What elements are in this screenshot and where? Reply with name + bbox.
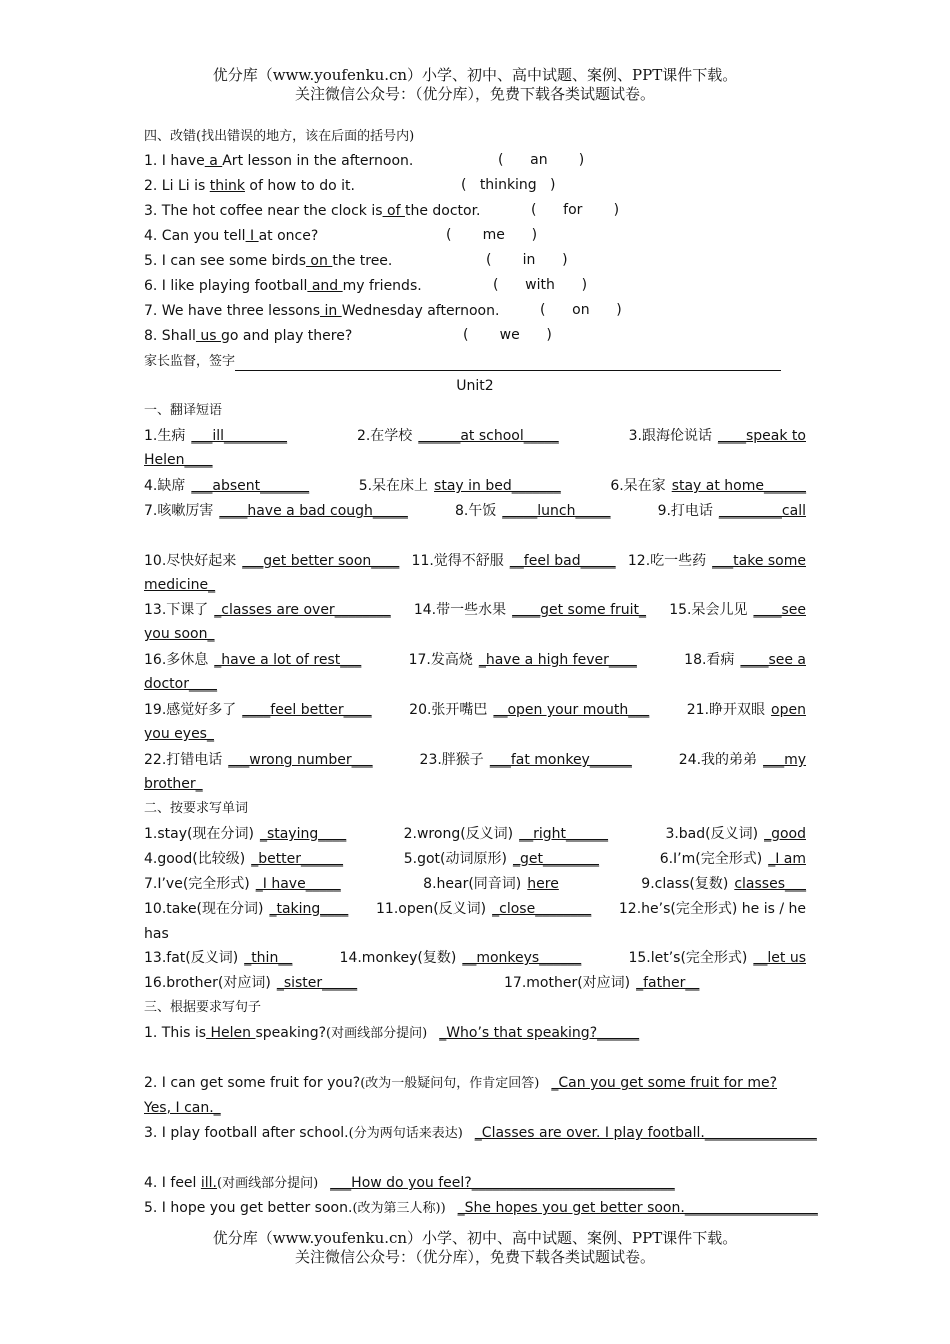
phrase-answer[interactable]: _I am [768,851,806,867]
phrase-label: 20.张开嘴巴 [409,702,488,718]
phrase-row [144,850,806,868]
continuation-line[interactable]: brother_ [144,776,203,792]
phrase-pair [420,751,632,769]
phrase-pair [357,427,559,445]
phrase-row [144,949,806,967]
correction-item [144,302,499,320]
phrase-label: 17.发高烧 [408,652,473,668]
phrase-answer[interactable]: ____see a [740,652,806,668]
item-text-a: 3. The hot coffee near the clock is [144,203,383,219]
s3-title: 三、根据要求写句子 [144,1000,262,1015]
phrase-answer[interactable]: _I have_____ [255,876,341,892]
phrase-label: 14.带一些水果 [413,602,507,618]
phrase-answer[interactable]: ___fat monkey______ [489,752,632,768]
phrase-pair [665,825,806,843]
phrase-label: 16.多休息 [144,652,209,668]
phrase-pair [409,651,637,669]
sentence-text-b: speaking? [255,1025,327,1041]
phrase-answer[interactable]: stay at home______ [671,478,806,494]
sentence-row [144,1199,818,1218]
sentence-instruction: (分为两句话来表达) [348,1126,463,1141]
phrase-label: 7.咳嗽厉害 [144,503,214,519]
sentence-text: 1. This is [144,1025,207,1041]
phrase-answer[interactable]: ____see [753,602,806,618]
phrase-pair [679,751,806,769]
phrase-row [144,974,806,992]
phrase-label: 8.hear(同音词) [423,876,522,892]
phrase-answer[interactable]: _good [764,826,806,842]
item-error-underlined: think [209,178,245,194]
phrase-answer[interactable]: here [527,876,559,892]
phrase-answer[interactable]: __let us [753,950,806,966]
header-line-2: 关注微信公众号：（优分库），免费下载各类试题试卷。 [294,85,655,103]
correction-answer[interactable]: ( on ) [540,302,622,318]
phrase-answer[interactable]: ____speak to [718,428,806,444]
phrase-row [144,900,806,918]
item-text-a: 2. Li Li is [144,178,210,194]
phrase-label: 13.下课了 [144,602,209,618]
item-text-b: the doctor. [404,203,481,219]
sentence-answer[interactable]: ___How do you feel?_____________________________ [330,1175,675,1191]
sentence-answer[interactable]: _Can you get some fruit for me? [551,1075,778,1091]
phrase-pair [144,751,373,769]
phrase-pair [144,825,346,843]
phrase-pair [414,601,646,619]
phrase-answer[interactable]: _close________ [492,901,592,917]
phrase-label: 3.bad(反义词) [665,826,759,842]
phrase-label: 24.我的弟弟 [678,752,758,768]
phrase-pair [610,477,806,495]
phrase-answer[interactable]: classes___ [734,876,806,892]
phrase-pair [144,552,399,570]
unit-title: Unit2 [456,378,494,394]
signature-line [144,352,781,371]
part4-title: 四、改错(找出错误的地方，该在后面的括号内) [144,129,415,144]
sentence-instruction: (改为一般疑问句，作肯定回答) [360,1076,540,1091]
correction-item [144,227,318,245]
phrase-pair [628,552,806,570]
sentence-answer[interactable]: _She hopes you get better soon.___________________ [457,1200,818,1216]
phrase-pair [359,477,561,495]
correction-item [144,177,355,195]
phrase-answer[interactable]: open [771,702,806,718]
phrase-pair [144,975,357,991]
sentence-text: 2. I can get some fruit for you? [144,1075,361,1091]
phrase-answer[interactable]: _taking____ [269,901,349,917]
phrase-pair [504,974,699,992]
signature-blank[interactable] [235,356,781,371]
phrase-answer[interactable]: _get________ [512,851,599,867]
phrase-answer[interactable]: ___take some [712,553,806,569]
phrase-answer[interactable]: ___absent_______ [191,478,310,494]
sentence-text: 4. I feel [144,1175,201,1191]
phrase-label: 5.got(动词原形) [403,851,507,867]
item-error-underlined: I [245,228,259,244]
correction-answer[interactable]: ( me ) [446,227,538,243]
phrase-pair [144,875,341,893]
item-text-a: 4. Can you tell [144,228,246,244]
sentence-row [144,1024,639,1043]
phrase-pair [340,949,582,967]
sentence-row [144,1074,777,1093]
phrase-row [144,875,806,893]
phrase-answer[interactable]: _thin__ [244,950,293,966]
correction-answer[interactable]: ( we ) [463,327,552,343]
phrase-row [144,477,806,495]
phrase-label: 13.fat(反义词) [144,950,239,966]
correction-item [144,252,392,270]
correction-answer[interactable]: ( an ) [498,152,585,168]
phrase-row [144,651,806,669]
phrase-pair [455,502,611,520]
correction-item [144,202,481,220]
phrase-label: 18.看病 [684,652,735,668]
sentence-instruction: (改为第三人称)) [352,1201,446,1216]
phrase-pair [376,900,591,918]
item-text-a: 1. I have [144,153,205,169]
phrase-label: 15.呆会儿见 [669,602,748,618]
phrase-pair [144,427,287,445]
sentence-answer[interactable]: _Classes are over. I play football.________________ [474,1125,817,1141]
item-text-b: at once? [258,228,319,244]
phrase-answer[interactable]: stay in bed_______ [434,478,561,494]
item-text-a: 5. I can see some birds [144,253,306,269]
phrase-pair [423,875,559,893]
phrase-label: 10.take(现在分词) [144,901,264,917]
phrase-answer[interactable]: ____get some fruit_ [512,602,647,618]
sentence-underlined: ill. [200,1175,218,1191]
sentence-text: 5. I hope you get better soon. [144,1200,353,1216]
phrase-pair [619,900,806,918]
phrase-answer[interactable]: ____feel better____ [242,702,372,718]
phrase-answer[interactable]: _better______ [251,851,344,867]
phrase-pair [144,601,391,619]
item-text-b: the tree. [332,253,393,269]
item-text-b: my friends. [342,278,422,294]
item-error-underlined: us [195,328,222,344]
item-text-b: go and play there? [221,328,353,344]
s2-title: 二、按要求写单词 [144,801,249,816]
phrase-answer[interactable]: _sister_____ [276,975,358,991]
phrase-answer[interactable]: ____have a bad cough_____ [219,503,408,519]
sentence-row [144,1174,675,1193]
phrase-label: 17.mother(对应词) [504,975,631,991]
phrase-pair [629,427,806,445]
correction-item [144,152,413,170]
item-text-a: 7. We have three lessons [144,303,321,319]
sentence-row [144,1124,817,1143]
phrase-pair [660,850,806,868]
phrase-row [144,701,806,719]
item-error-underlined: and [307,278,343,294]
phrase-answer[interactable]: ___get better soon____ [242,553,400,569]
phrase-answer[interactable]: ___my [763,752,806,768]
sentence-instruction: (对画线部分提问) [326,1026,428,1041]
phrase-label: 7.I’ve(完全形式) [144,876,250,892]
sentence-text: 3. I play football after school. [144,1125,349,1141]
phrase-label: 1.生病 [144,428,186,444]
phrase-pair [404,825,608,843]
phrase-label: 23.胖猴子 [419,752,484,768]
phrase-pair [144,477,309,495]
signature-label: 家长监督，签字 [144,354,236,369]
phrase-pair [144,850,343,868]
correction-item [144,277,422,295]
sentence-underlined: Helen [206,1025,256,1041]
phrase-label: 22.打错电话 [144,752,223,768]
item-error-underlined: a [204,153,223,169]
phrase-answer[interactable]: __open your mouth___ [493,702,650,718]
phrase-answer[interactable]: __right______ [519,826,609,842]
phrase-label: 10.尽快好起来 [144,553,237,569]
phrase-answer[interactable]: __monkeys______ [462,950,582,966]
item-text-b: Art lesson in the afternoon. [222,153,414,169]
phrase-label: 2.在学校 [356,428,413,444]
phrase-row [144,751,806,769]
phrase-pair [628,949,806,967]
phrase-label: 1.stay(现在分词) [144,826,254,842]
continuation-line[interactable]: you soon_ [144,626,215,642]
phrase-label: 5.呆在床上 [358,478,429,494]
sentence-answer[interactable]: _Who’s that speaking?______ [439,1025,640,1041]
phrase-label: 2.wrong(反义词) [403,826,514,842]
phrase-answer[interactable]: ___ill_________ [191,428,288,444]
phrase-label: 21.睁开双眼 [686,702,766,718]
phrase-row [144,825,806,843]
phrase-answer[interactable]: _father__ [636,975,700,991]
continuation-line: has [144,926,169,942]
phrase-answer[interactable]: _________call [718,503,806,519]
continuation-line[interactable]: medicine_ [144,577,216,593]
item-error-underlined: on [305,253,333,269]
phrase-answer[interactable]: _classes are over________ [214,602,391,618]
phrase-row [144,552,806,570]
phrase-row [144,601,806,619]
phrase-pair [669,601,806,619]
continuation-line[interactable]: Yes, I can._ [144,1100,221,1116]
phrase-answer[interactable]: __feel bad_____ [509,553,616,569]
phrase-pair [409,701,649,719]
phrase-label: 12.吃一些药 [627,553,707,569]
phrase-pair [144,949,292,967]
continuation-line[interactable]: doctor____ [144,676,217,692]
item-text-a: 6. I like playing football [144,278,308,294]
phrase-pair [144,502,408,520]
phrase-pair [144,651,361,669]
phrase-pair [684,651,806,669]
phrase-answer[interactable]: ___wrong number___ [228,752,373,768]
continuation-line[interactable]: Helen____ [144,452,213,468]
correction-answer[interactable]: ( in ) [486,252,568,268]
footer-line-2: 关注微信公众号：（优分库），免费下载各类试题试卷。 [294,1248,655,1266]
phrase-label: 4.good(比较级) [144,851,246,867]
phrase-answer[interactable]: _____lunch_____ [502,503,611,519]
item-text-b: of how to do it. [244,178,355,194]
item-error-underlined: in [320,303,342,319]
phrase-pair [641,875,806,893]
continuation-line[interactable]: you eyes_ [144,726,214,742]
phrase-pair [412,552,616,570]
phrase-pair [404,850,599,868]
phrase-label: 11.open(反义词) [376,901,487,917]
phrase-label: 14.monkey(复数) [339,950,457,966]
phrase-row [144,502,806,520]
phrase-label: 12.he’s(完全形式) he is / he [618,901,806,917]
phrase-answer[interactable]: _have a high fever____ [478,652,637,668]
phrase-label: 3.跟海伦说话 [628,428,712,444]
phrase-answer[interactable]: _have a lot of rest___ [214,652,362,668]
phrase-label: 8.午饭 [454,503,497,519]
footer-line-1: 优分库（www.youfenku.cn）小学、初中、高中试题、案例、PPT课件下载。 [212,1229,738,1247]
phrase-label: 9.class(复数) [641,876,729,892]
phrase-label: 6.I’m(完全形式) [659,851,763,867]
phrase-answer[interactable]: ______at school_____ [418,428,559,444]
correction-item [144,327,352,345]
s1-title: 一、翻译短语 [144,403,223,418]
phrase-pair [144,701,372,719]
phrase-label: 19.感觉好多了 [144,702,237,718]
phrase-pair [144,900,348,918]
phrase-label: 9.打电话 [657,503,713,519]
phrase-label: 15.let’s(完全形式) [628,950,748,966]
phrase-pair [658,502,806,520]
correction-answer[interactable]: ( for ) [531,202,620,218]
phrase-label: 6.呆在家 [610,478,666,494]
item-text-b: Wednesday afternoon. [341,303,500,319]
sentence-instruction: (对画线部分提问) [217,1176,319,1191]
phrase-label: 16.brother(对应词) [144,975,271,991]
phrase-row [144,427,806,445]
phrase-answer[interactable]: _staying____ [259,826,347,842]
phrase-pair [687,701,806,719]
header-line-1: 优分库（www.youfenku.cn）小学、初中、高中试题、案例、PPT课件下载。 [212,66,738,84]
phrase-label: 11.觉得不舒服 [411,553,504,569]
item-error-underlined: of [382,203,405,219]
correction-answer[interactable]: ( thinking ) [461,177,556,193]
correction-answer[interactable]: ( with ) [493,277,588,293]
item-text-a: 8. Shall [144,328,196,344]
phrase-label: 4.缺席 [144,478,186,494]
